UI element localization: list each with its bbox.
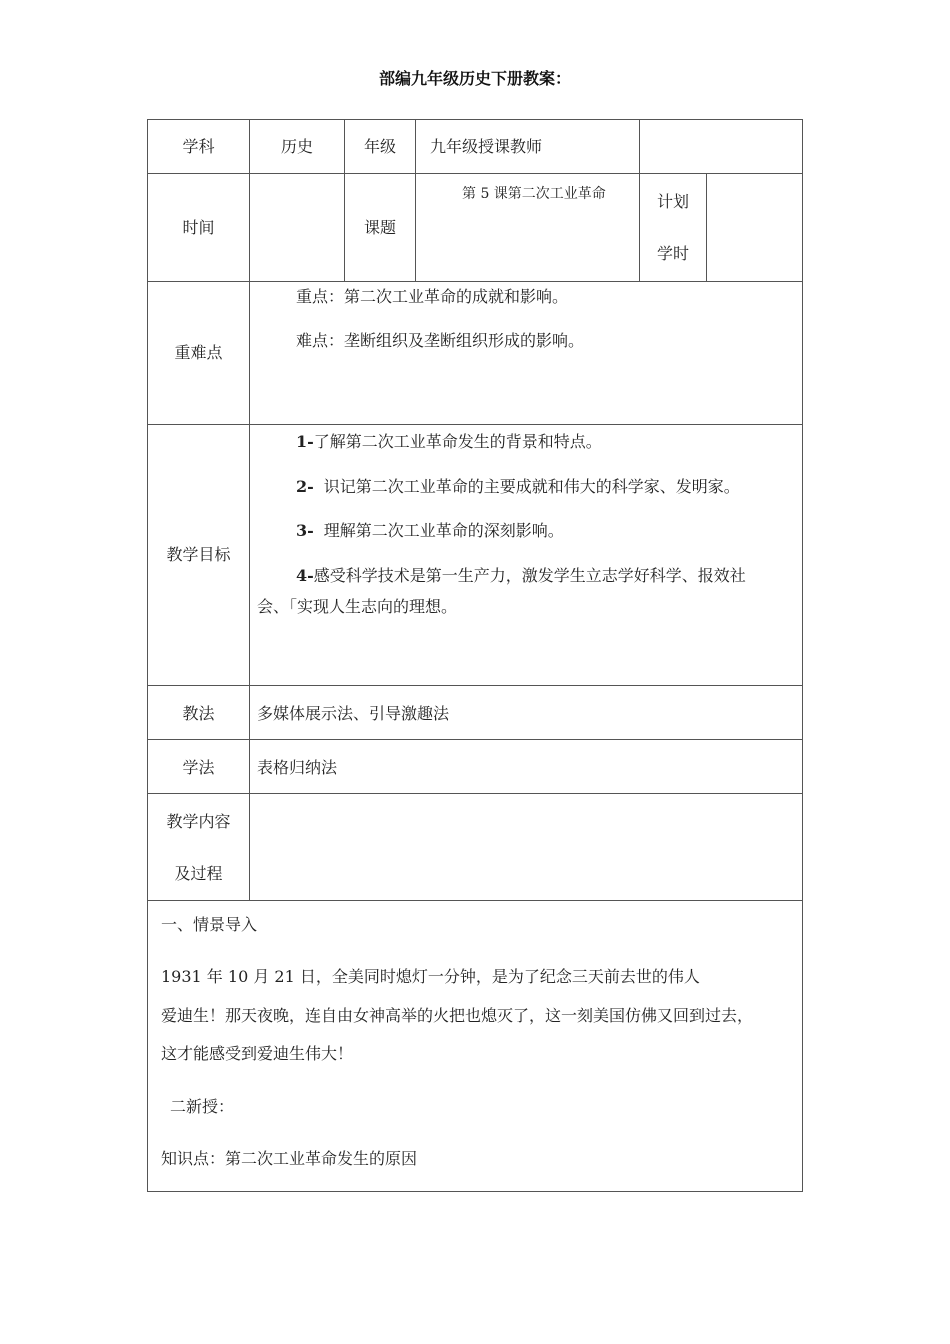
objectives-label: 教学目标: [166, 545, 231, 564]
teaching-method-value: 多媒体展示法、引导激趣法: [257, 704, 450, 723]
teaching-method-label: 教法: [182, 704, 215, 723]
section-heading: 一、情景导入: [161, 915, 258, 934]
paragraph-line: 这才能感受到爱迪生伟大！: [161, 1044, 354, 1063]
difficult-point: 难点：垄断组织及垄断组织形成的影响。: [296, 331, 585, 350]
content-process-label: 教学内容: [166, 812, 231, 831]
row-divider: [147, 173, 803, 174]
objective-text: 理解第二次工业革命的深刻影响。: [323, 521, 564, 540]
column-divider: [706, 173, 707, 281]
topic-label: 课题: [363, 218, 396, 237]
topic-value: 第 5 课第二次工业革命: [462, 186, 606, 202]
row-divider: [147, 685, 803, 686]
objective-number: 3-: [296, 521, 314, 540]
column-divider: [249, 119, 250, 900]
objective-item: [296, 431, 602, 453]
paragraph-line: 爱迪生！那天夜晚，连自由女神高举的火把也熄灭了，这一刻美国仿佛又回到过去，: [161, 1006, 754, 1025]
row-divider: [147, 424, 803, 425]
objective-number: 2-: [296, 477, 314, 496]
planned-hours-label: 计划: [656, 192, 689, 211]
objective-text: 感受科学技术是第一生产力，激发学生立志学好科学、报效社: [313, 566, 746, 585]
knowledge-point: 知识点：第二次工业革命发生的原因: [161, 1149, 418, 1168]
grade-label: 年级: [363, 137, 396, 156]
row-divider: [147, 281, 803, 282]
row-divider: [147, 739, 803, 740]
subject-label: 学科: [182, 137, 215, 156]
objective-item: [296, 565, 746, 587]
key-points-label: 重难点: [174, 343, 223, 362]
objective-item: [296, 476, 740, 498]
key-point: 重点：第二次工业革命的成就和影响。: [296, 287, 569, 306]
section-heading: 二新授：: [170, 1097, 235, 1116]
planned-hours-label: 学时: [656, 244, 689, 263]
row-divider: [147, 900, 803, 901]
content-process-label: 及过程: [174, 864, 223, 883]
learning-method-value: 表格归纳法: [257, 758, 338, 777]
learning-method-label: 学法: [182, 758, 215, 777]
subject-value: 历史: [280, 137, 313, 156]
objective-text: 了解第二次工业革命发生的背景和特点。: [313, 432, 602, 451]
objective-item: [296, 520, 564, 542]
grade-teacher-label: 九年级授课教师: [430, 137, 543, 156]
objective-text-continued: 会、「实现人生志向的理想。: [257, 597, 458, 616]
objective-text: 识记第二次工业革命的主要成就和伟大的科学家、发明家。: [323, 477, 740, 496]
column-divider: [415, 119, 416, 281]
row-divider: [147, 793, 803, 794]
document-title: 部编九年级历史下册教案：: [378, 69, 571, 88]
objective-number: 4-: [296, 566, 314, 585]
objective-number: 1-: [296, 432, 314, 451]
time-label: 时间: [182, 218, 215, 237]
lesson-plan-table: [147, 119, 803, 1192]
paragraph-line: 1931 年 10 月 21 日，全美同时熄灯一分钟，是为了纪念三天前去世的伟人: [161, 967, 700, 986]
